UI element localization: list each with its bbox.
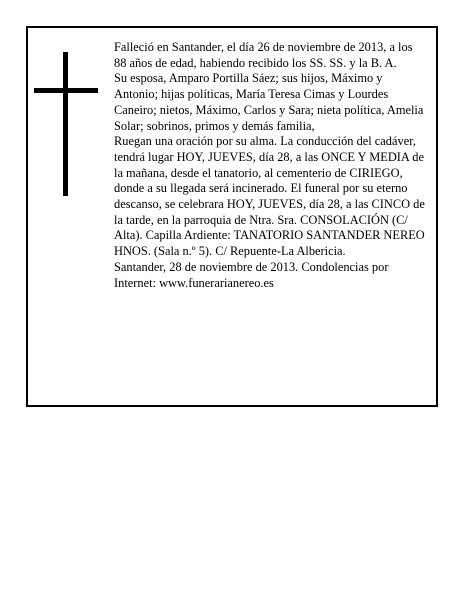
cross-horizontal-bar [34, 88, 98, 93]
date-and-condolences: Santander, 28 de noviembre de 2013. Condolencias por Internet: www.funerarianereo.es [114, 259, 389, 290]
family-list: Su esposa, Amparo Portilla Sáez; sus hijos, Máximo y Antonio; hijas políticas, María Teresa Cimas y Lourdes Caneiro; nietos, Máximo, Carlos y Sara; nieta política, Amelia Solar; sobrinos, primos y demás familia, [114, 71, 424, 133]
funeral-details: Ruegan una oración por su alma. La conducción del cadáver, tendrá lugar HOY, JUEVES, día 28, a las ONCE Y MEDIA de la mañana, desde el tanatorio, al cementerio de CIRIEGO, donde a su llegada será incinerado. El funeral por su eterno descanso, se celebrara HOY, JUEVES, día 28, a las CINCO de la tarde, en la parroquia de Ntra. Sra. CONSOLACIÓN (C/ Alta). Capilla Ardiente: TANATORIO SANTANDER NEREO HNOS. (Sala n.º 5). C/ Repuente-La Albericia. [114, 134, 425, 259]
death-announcement: Falleció en Santander, el día 26 de noviembre de 2013, a los 88 años de edad, habiendo recibido los SS. SS. y la B. A. [114, 40, 413, 70]
obituary-text [114, 40, 426, 291]
cross-vertical-bar [63, 52, 68, 196]
cross-icon [34, 52, 98, 196]
